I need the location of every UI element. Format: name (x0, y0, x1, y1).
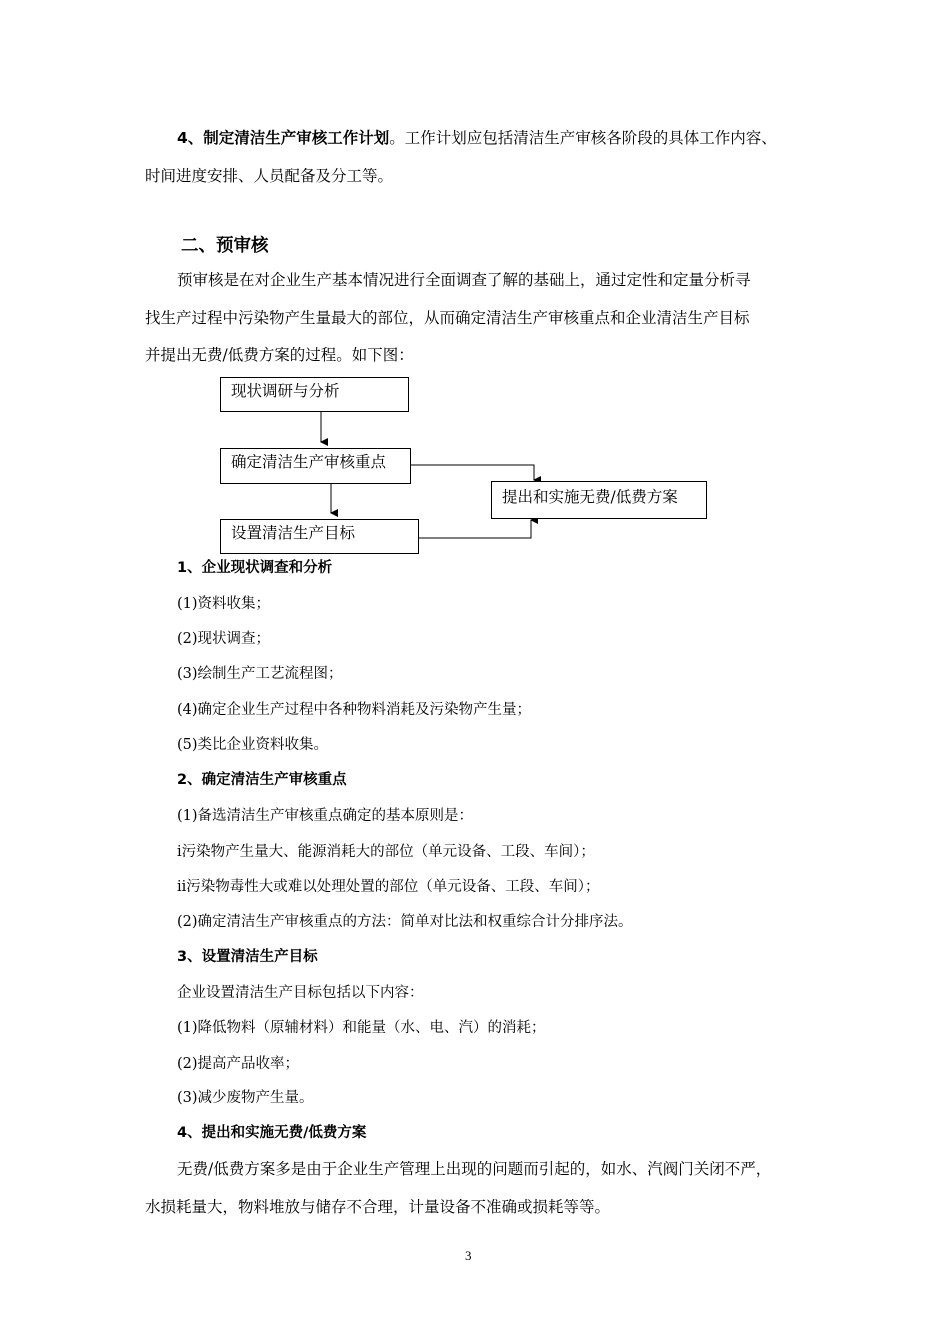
plan-bold-lead: 4、制定清洁生产审核工作计划 (177, 129, 390, 147)
subsection-title-3: 3、设置清洁生产目标 (177, 949, 318, 965)
list-item: (2)确定清洁生产审核重点的方法：简单对比法和权重综合计分排序法。 (177, 914, 633, 930)
section-heading-preaudit: 二、预审核 (181, 236, 269, 256)
flow-box-status-research: 现状调研与分析 (220, 377, 409, 412)
subsection-title-1: 1、企业现状调查和分析 (177, 560, 333, 576)
list-item: (3)绘制生产工艺流程图； (177, 666, 343, 682)
plan-line1-text: 。工作计划应包括清洁生产审核各阶段的具体工作内容、 (389, 129, 777, 147)
subsection-title-4: 4、提出和实施无费/低费方案 (177, 1125, 367, 1141)
flow-box-set-targets: 设置清洁生产目标 (220, 519, 419, 554)
arrow-box3-to-box4 (418, 520, 531, 538)
list-item: (2)提高产品收率； (177, 1056, 300, 1072)
intro-line-2: 找生产过程中污染物产生量最大的部位，从而确定清洁生产审核重点和企业清洁生产目标 (145, 309, 750, 327)
plan-paragraph-line2: 时间进度安排、人员配备及分工等。 (145, 167, 394, 185)
list-item: (5)类比企业资料收集。 (177, 737, 329, 753)
list-item: (2)现状调查； (177, 631, 271, 647)
intro-line-3: 并提出无费/低费方案的过程。如下图： (145, 346, 414, 364)
list-item: ii污染物毒性大或难以处理处置的部位（单元设备、工段、车间）； (177, 879, 600, 895)
flow-box-low-cost-plans: 提出和实施无费/低费方案 (491, 481, 707, 519)
subsection-title-2: 2、确定清洁生产审核重点 (177, 772, 347, 788)
flow-box-audit-focus: 确定清洁生产审核重点 (220, 448, 411, 484)
list-item: (1)资料收集； (177, 596, 271, 612)
subsection-4-line2: 水损耗量大，物料堆放与储存不合理，计量设备不准确或损耗等等。 (145, 1198, 611, 1216)
subsection-3-intro: 企业设置清洁生产目标包括以下内容： (177, 985, 424, 1001)
subsection-4-line1: 无费/低费方案多是由于企业生产管理上出现的问题而引起的，如水、汽阀门关闭不严， (177, 1160, 772, 1178)
list-item: (1)降低物料（原辅材料）和能量（水、电、汽）的消耗； (177, 1020, 546, 1036)
intro-line-1: 预审核是在对企业生产基本情况进行全面调查了解的基础上，通过定性和定量分析寻 (177, 271, 751, 289)
arrow-box2-to-box4 (410, 465, 534, 480)
list-item: (4)确定企业生产过程中各种物料消耗及污染物产生量； (177, 702, 532, 718)
list-item: i污染物产生量大、能源消耗大的部位（单元设备、工段、车间）； (177, 844, 595, 860)
list-item: (3)减少废物产生量。 (177, 1090, 314, 1106)
flowchart-connectors (0, 0, 950, 600)
page-number: 3 (465, 1248, 472, 1263)
list-item: (1)备选清洁生产审核重点确定的基本原则是： (177, 808, 474, 824)
